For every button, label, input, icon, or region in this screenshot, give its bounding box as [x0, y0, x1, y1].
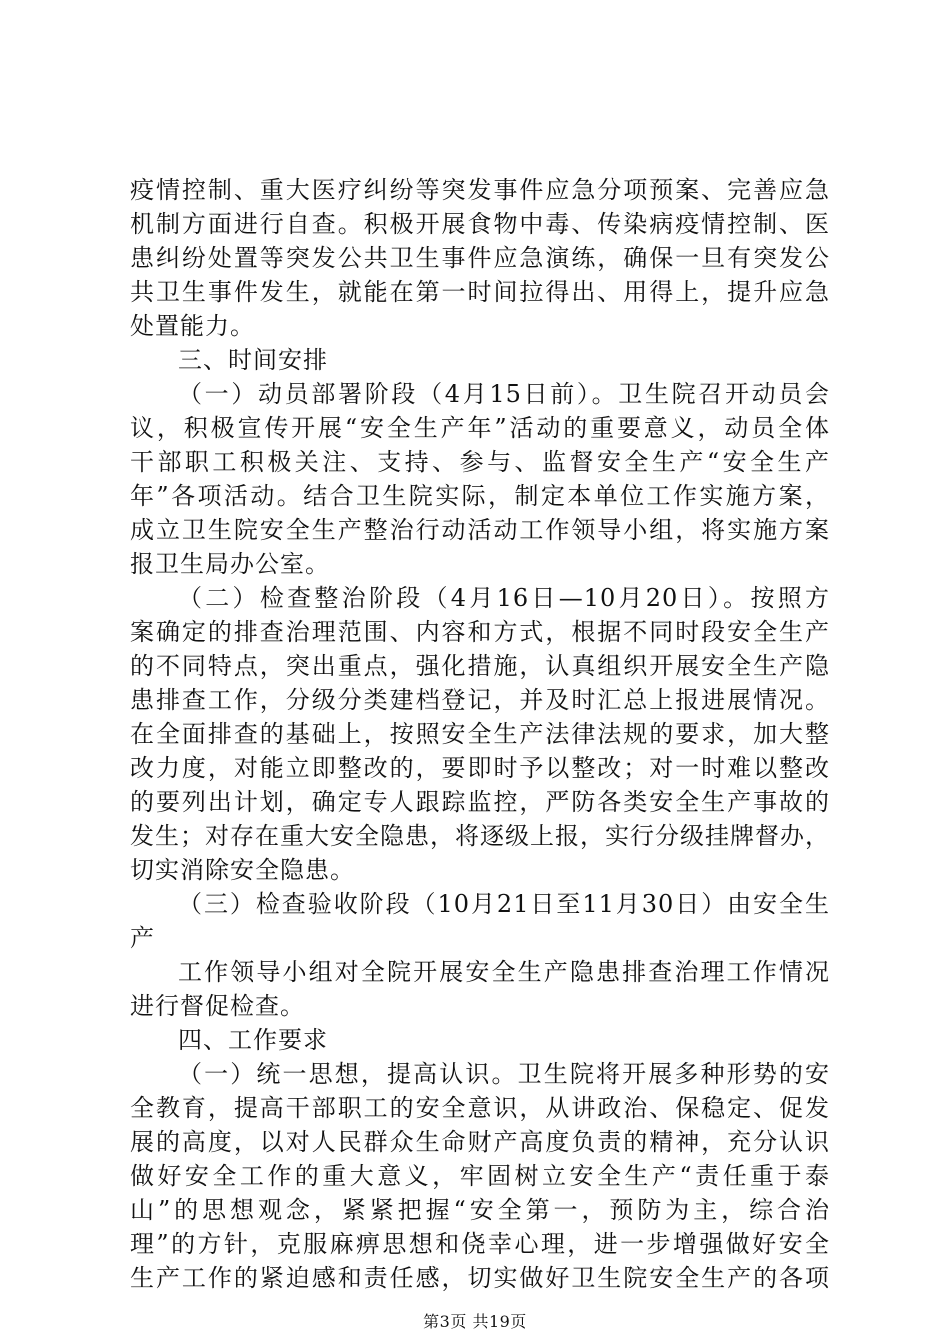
- body-text-line: 处置能力。: [130, 312, 255, 340]
- body-text-line: 患排查工作，分级分类建档登记，并及时汇总上报进展情况。: [130, 686, 830, 714]
- body-text-line: 干部职工积极关注、支持、参与、监督安全生产“安全生产: [130, 448, 830, 476]
- page-number-footer: 第3页 共19页: [423, 1312, 527, 1331]
- body-text-line: 的不同特点，突出重点，强化措施，认真组织开展安全生产隐: [130, 652, 830, 680]
- body-text-line: 山”的思想观念，紧紧把握“安全第一，预防为主，综合治: [130, 1196, 830, 1224]
- body-text-line: 成立卫生院安全生产整治行动活动工作领导小组，将实施方案: [130, 516, 830, 544]
- body-text-line: 产: [130, 924, 155, 952]
- body-text-line: 年”各项活动。结合卫生院实际，制定本单位工作实施方案，: [130, 482, 830, 510]
- section-heading: 四、工作要求: [178, 1026, 328, 1054]
- paragraph-first-line: （三）检查验收阶段（10月21日至11月30日）由安全生: [178, 890, 830, 918]
- body-text-line: 展的高度，以对人民群众生命财产高度负责的精神，充分认识: [130, 1128, 830, 1156]
- body-text-line: 患纠纷处置等突发公共卫生事件应急演练，确保一旦有突发公: [130, 244, 830, 272]
- body-text-line: 发生；对存在重大安全隐患，将逐级上报，实行分级挂牌督办，: [130, 822, 830, 850]
- paragraph-first-line: （一）统一思想，提高认识。卫生院将开展多种形势的安: [178, 1060, 830, 1088]
- body-text-line: 机制方面进行自查。积极开展食物中毒、传染病疫情控制、医: [130, 210, 830, 238]
- paragraph-first-line: （二）检查整治阶段（4月16日—10月20日）。按照方: [178, 584, 830, 612]
- body-text-line: 议，积极宣传开展“安全生产年”活动的重要意义，动员全体: [130, 414, 830, 442]
- body-text-line: 做好安全工作的重大意义，牢固树立安全生产“责任重于泰: [130, 1162, 830, 1190]
- body-text-line: 的要列出计划，确定专人跟踪监控，严防各类安全生产事故的: [130, 788, 830, 816]
- paragraph-first-line: （一）动员部署阶段（4月15日前）。卫生院召开动员会: [178, 380, 830, 408]
- paragraph-first-line: 工作领导小组对全院开展安全生产隐患排查治理工作情况: [178, 958, 830, 986]
- body-text-line: 生产工作的紧迫感和责任感，切实做好卫生院安全生产的各项: [130, 1264, 830, 1292]
- body-text-line: 案确定的排查治理范围、内容和方式，根据不同时段安全生产: [130, 618, 830, 646]
- section-heading: 三、时间安排: [178, 346, 328, 374]
- body-text-line: 报卫生局办公室。: [130, 550, 330, 578]
- body-text-line: 理”的方针，克服麻痹思想和侥幸心理，进一步增强做好安全: [130, 1230, 830, 1258]
- body-text-line: 改力度，对能立即整改的，要即时予以整改；对一时难以整改: [130, 754, 830, 782]
- body-text-line: 全教育，提高干部职工的安全意识，从讲政治、保稳定、促发: [130, 1094, 830, 1122]
- body-text-line: 进行督促检查。: [130, 992, 305, 1020]
- body-text-line: 切实消除安全隐患。: [130, 856, 355, 884]
- body-text-line: 共卫生事件发生，就能在第一时间拉得出、用得上，提升应急: [130, 278, 830, 306]
- body-text-line: 在全面排查的基础上，按照安全生产法律法规的要求，加大整: [130, 720, 830, 748]
- body-text-line: 疫情控制、重大医疗纠纷等突发事件应急分项预案、完善应急: [130, 176, 830, 204]
